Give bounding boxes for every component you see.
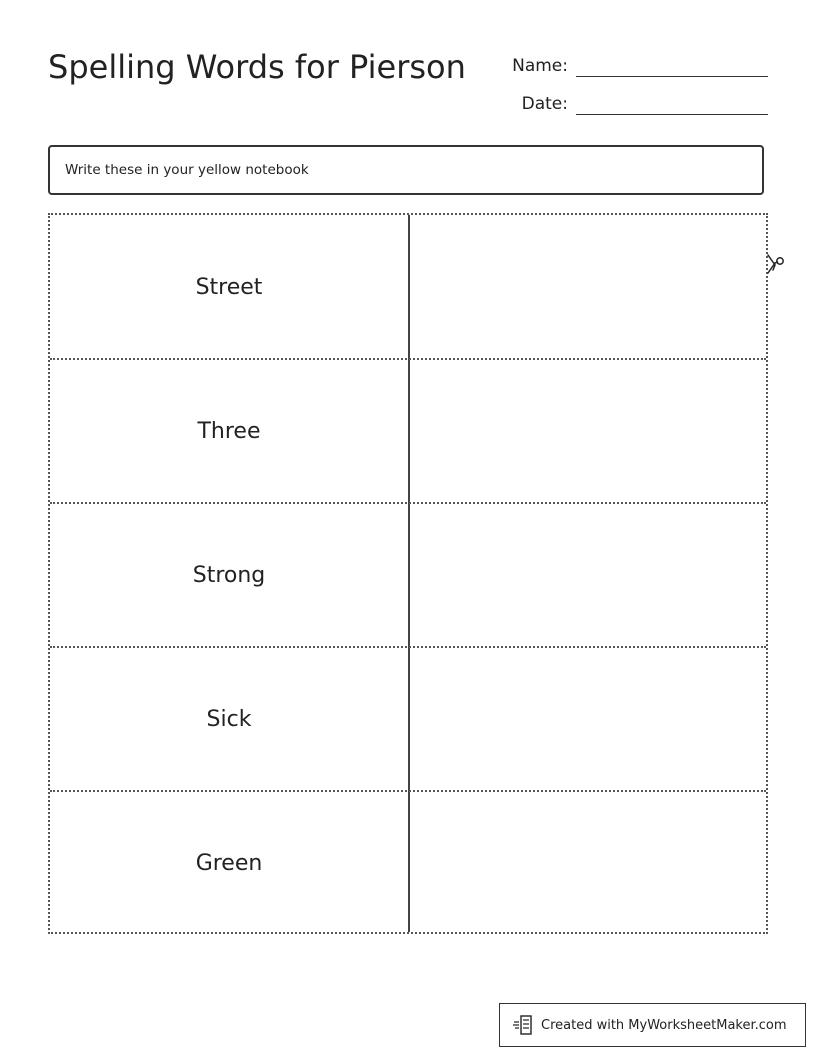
practice-blank-cell [410,648,766,790]
practice-blank-cell [410,360,766,502]
word-cell: Sick [206,706,252,732]
scissors-icon [764,251,790,277]
name-blank-line [576,52,768,77]
word-row [50,790,766,934]
page-title: Spelling Words for Pierson [48,48,466,86]
name-label: Name: [512,56,568,76]
myworksheetmaker-logo-icon [512,1014,534,1036]
word-cell: Street [195,274,263,300]
word-cell: Green [195,850,263,876]
word-row [50,646,766,790]
word-row [50,215,766,359]
practice-blank-cell [410,504,766,646]
date-field-row [504,90,768,115]
date-label: Date: [521,94,568,114]
footer-credit-badge [499,1003,806,1047]
footer-credit-text: Created with MyWorksheetMaker.com [541,1017,787,1033]
word-cell: Strong [192,562,266,588]
instructions-box [48,145,764,195]
practice-blank-cell [410,792,766,934]
date-blank-line [576,90,768,115]
word-row [50,502,766,646]
practice-blank-cell [410,215,766,359]
word-cell: Three [197,418,261,444]
name-field-row [504,52,768,77]
word-row [50,358,766,502]
instructions-text: Write these in your yellow notebook [65,162,309,178]
spelling-word-table [48,213,768,934]
